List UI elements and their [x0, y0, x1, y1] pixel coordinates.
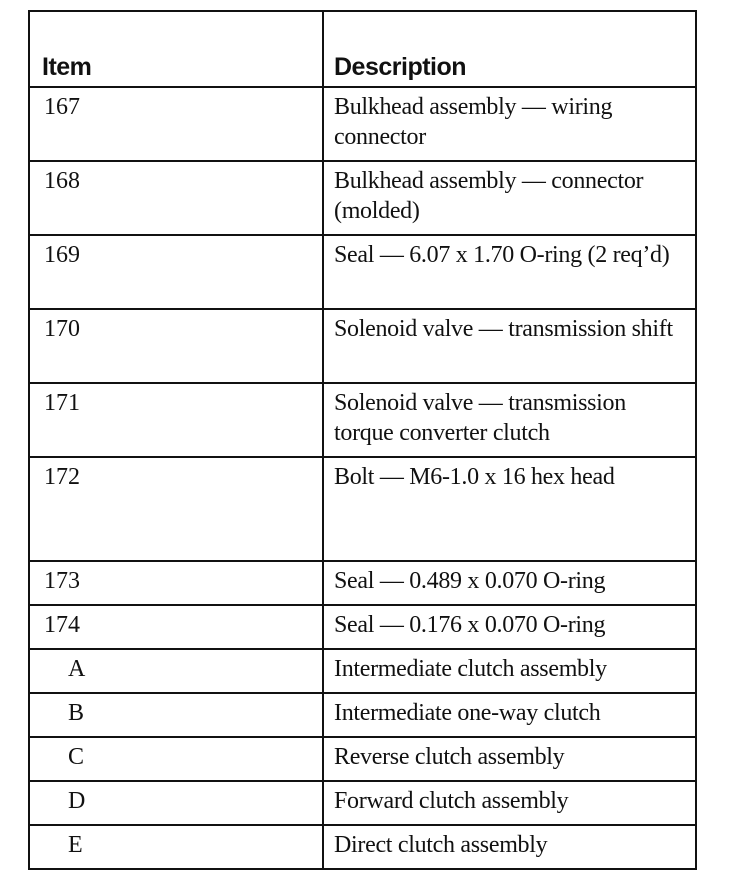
- item-cell: D: [29, 781, 323, 825]
- description-cell: Solenoid valve — transmission torque converter clutch: [323, 383, 696, 457]
- item-cell: 173: [29, 561, 323, 605]
- item-cell: 168: [29, 161, 323, 235]
- table-row: [29, 383, 696, 457]
- table-header-row: [29, 11, 696, 87]
- description-cell: Bulkhead assembly — connector (molded): [323, 161, 696, 235]
- table-row: [29, 161, 696, 235]
- description-cell: Intermediate clutch assembly: [323, 649, 696, 693]
- description-cell: Direct clutch assembly: [323, 825, 696, 869]
- item-cell: 170: [29, 309, 323, 383]
- table-row: [29, 693, 696, 737]
- item-cell: 171: [29, 383, 323, 457]
- description-cell: Bolt — M6-1.0 x 16 hex head: [323, 457, 696, 561]
- description-cell: Bulkhead assembly — wiring connector: [323, 87, 696, 161]
- description-cell: Forward clutch assembly: [323, 781, 696, 825]
- description-cell: Seal — 0.176 x 0.070 O-ring: [323, 605, 696, 649]
- description-cell: Seal — 6.07 x 1.70 O-ring (2 req’d): [323, 235, 696, 309]
- description-cell: Seal — 0.489 x 0.070 O-ring: [323, 561, 696, 605]
- table-row: [29, 235, 696, 309]
- item-cell: B: [29, 693, 323, 737]
- item-cell: 174: [29, 605, 323, 649]
- column-header-description: Description: [323, 11, 696, 87]
- item-cell: 172: [29, 457, 323, 561]
- parts-table: [28, 10, 697, 870]
- table-row: [29, 649, 696, 693]
- table-row: [29, 561, 696, 605]
- table-row: [29, 737, 696, 781]
- description-cell: Intermediate one-way clutch: [323, 693, 696, 737]
- item-cell: 167: [29, 87, 323, 161]
- description-cell: Reverse clutch assembly: [323, 737, 696, 781]
- table-row: [29, 309, 696, 383]
- item-cell: 169: [29, 235, 323, 309]
- table-row: [29, 87, 696, 161]
- parts-table-container: [28, 10, 695, 870]
- item-cell: E: [29, 825, 323, 869]
- column-header-item: Item: [29, 11, 323, 87]
- description-cell: Solenoid valve — transmission shift: [323, 309, 696, 383]
- table-row: [29, 781, 696, 825]
- table-row: [29, 457, 696, 561]
- table-row: [29, 605, 696, 649]
- item-cell: C: [29, 737, 323, 781]
- table-row: [29, 825, 696, 869]
- item-cell: A: [29, 649, 323, 693]
